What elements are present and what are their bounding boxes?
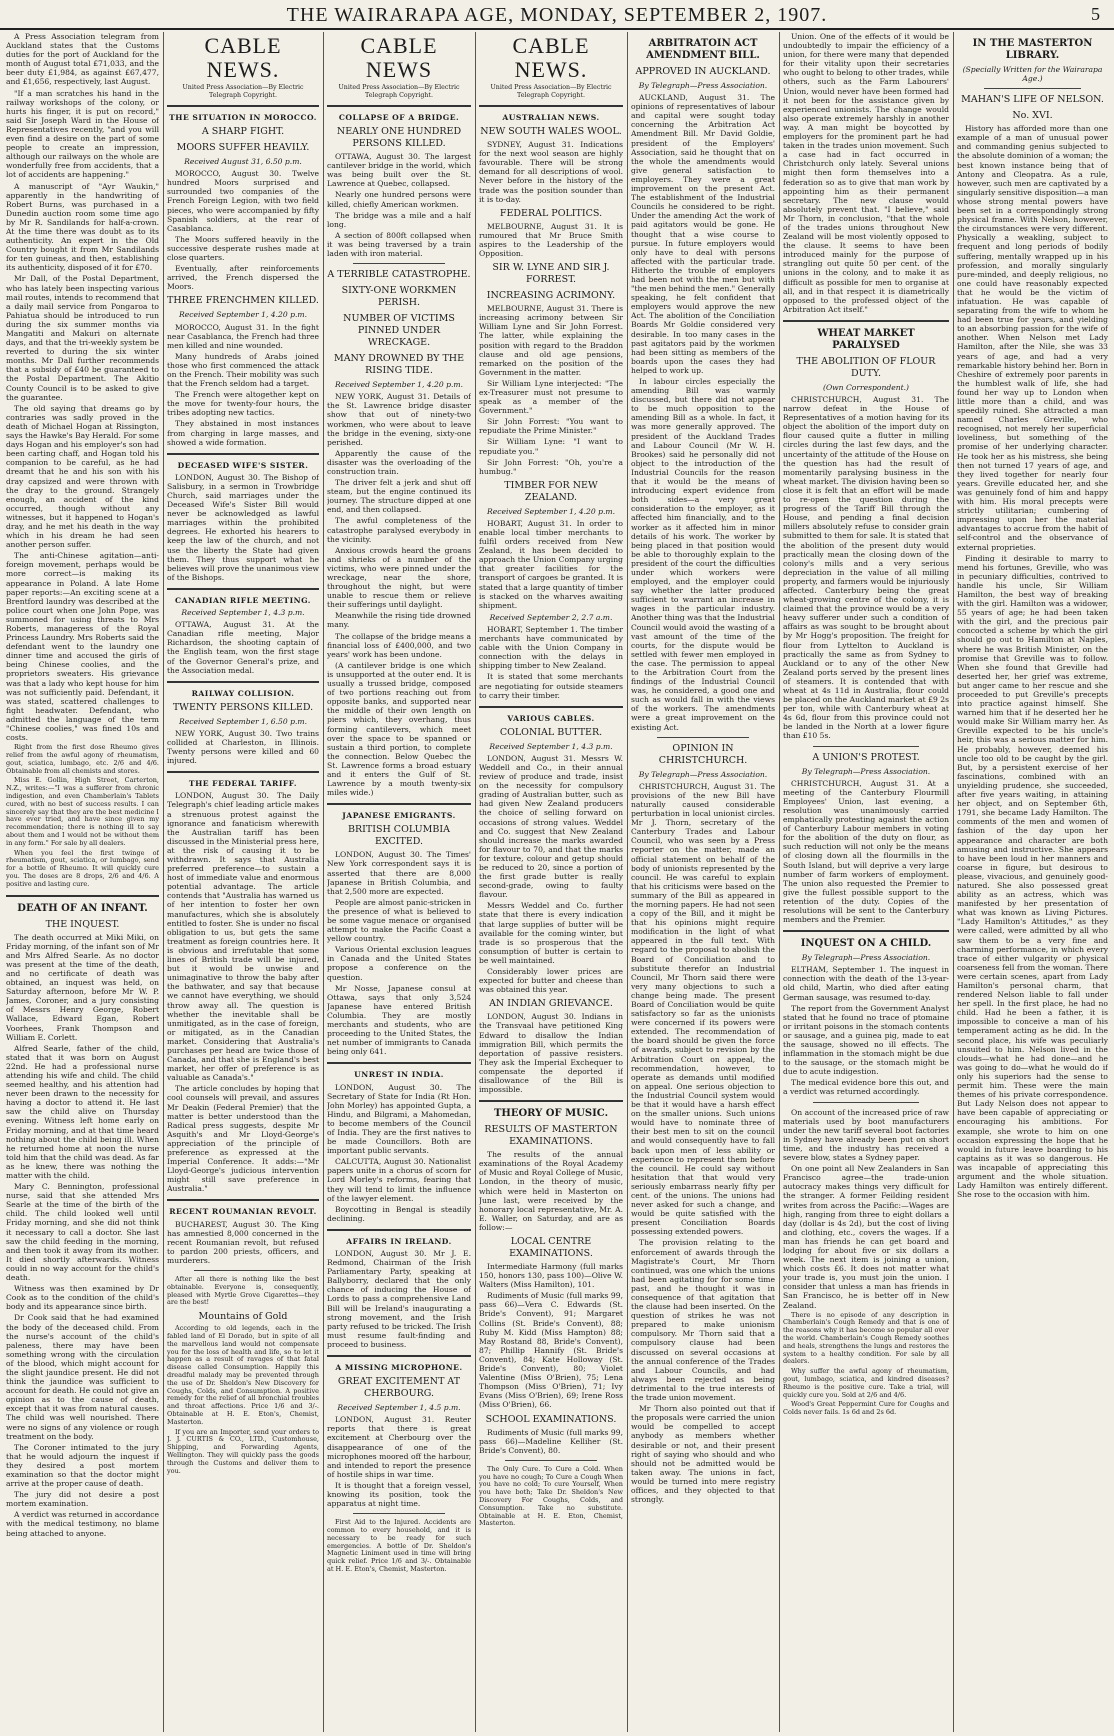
paragraph: The report from the Government Analyst stated that he found no trace of ptomaine or irritant poisons in the stomach contents or sausage, and a guinea pig, made to eat the sausage, showed no ill effects. The inflammation in the stomach might be due to the sausage, or the stomach might be due to acute indigestion. xyxy=(783,1003,949,1077)
divider xyxy=(353,263,445,264)
paragraph: MELBOURNE, August 31. There is increasing acrimony between Sir William Lyne and Sir John Forrest. The latter, while explaining the position with regard to the Braddon clause and old age pensions, remarked on the position of the Government in the matter. xyxy=(479,304,623,377)
article-headline: THE SITUATION IN MOROCCO. xyxy=(169,113,317,122)
paragraph: The driver felt a jerk and shut off steam, but the engine continued its journey. The structure dipped at one end, and then collapsed. xyxy=(327,478,471,515)
paragraph: LONDON, August 30. The Secretary of State for India (Rt Hon. John Morley) has appointed Gupta, a Hindu, and Bilgrami, a Mahomedan, to become members of the Council of India. They are the first natives to be made Councillors. Both are important public servants. xyxy=(327,1082,471,1156)
received-line: Received September 1, 6.50 p.m. xyxy=(178,716,308,726)
section-title: CABLE NEWS xyxy=(360,33,438,82)
paragraph: OTTAWA, August 31. At the Canadian rifle meeting, Major Richardson, the shooting captain of the English team, won the first stage of the Governor General's prize, and the Association medal. xyxy=(167,620,319,675)
divider xyxy=(6,895,159,897)
article-headline: RECENT ROUMANIAN REVOLT. xyxy=(169,1207,317,1217)
paragraph: Mr Nosse, Japanese consul at Ottawa, says that only 3,524 Japanese have entered British Columbia. They are mostly merchants and students, who are proceeding to the United States, the net number of immigrants to Canada being only 641. xyxy=(327,983,471,1057)
paragraph: Anxious crowds heard the groans and shrieks of a number of the victims, who were pinned under the wreckage, near the shore, throughout the night, but were unable to rescue them or relieve their sufferings until daylight. xyxy=(327,545,471,610)
divider xyxy=(353,1513,445,1514)
paragraph: The collapse of the bridge means a financial loss of £400,000, and two years' work has been undone. xyxy=(327,631,471,659)
column-rule xyxy=(953,32,954,1732)
article-headline: INQUEST ON A CHILD. xyxy=(800,938,932,950)
paragraph: It is thought that a foreign vessel, knowing its position, took the apparatus at night time. xyxy=(327,1480,471,1509)
column-cable-news-2 xyxy=(327,32,471,1732)
article-subhead: SIR W. LYNE AND SIR J. FORREST. xyxy=(492,262,610,286)
paragraph: The bridge was a mile and a half long. xyxy=(327,210,471,229)
section-title: CABLE NEWS. xyxy=(512,33,590,82)
divider xyxy=(327,105,471,107)
article-subhead: THE INQUEST. xyxy=(45,918,120,930)
paragraph: On account of the increased price of raw materials used by boot manufacturers under the new tariff several boot factories in Sydney have already been put on short time, and the industry has received a severe blow, states a Sydney paper. xyxy=(783,1107,949,1163)
article-headline: IN THE MASTERTON LIBRARY. xyxy=(972,38,1093,61)
divider xyxy=(167,1199,319,1201)
advertisement: After all there is nothing like the best obtainable. Everyone is, consequently, pleased with Myrtle Grove Cigarettes—they are the best! xyxy=(167,1275,319,1307)
byline: By Telegraph—Press Association. xyxy=(801,953,931,963)
paragraph: In labour circles especially the amending Bill was warmly discussed, but there did not appear to be much opposition to the amending Bill as a whole. In fact, it was more generally approved. The president of the Auckland Trades and Labour Council (Mr W. H. Brookes) said he personally did not object to the introduction of the Industrial Councils for the reason that it would be the means of introducing expert evidence from both sides—a very great consideration to the employer, as it affected him financially, and to the worker as it affected him in minor details of his work. The worker by being placed in that position would be able to thoroughly explain to the president of the court the difficulties under which workers were employed, and the employer could say whether the latter produced sufficient to warrant an increase in wages in the particular industry. Another thing was that the Industrial Council would avoid the wasting of a vast amount of the time of the courts, for the dispute would be settled with fewer men employed in the case. The permission to appeal to the Arbitration Court from the findings of the Industrial Council was, he considered, a good one and such as would fall in with the views of the workers. The amendments were a great improvement on the existing Act. xyxy=(631,377,775,732)
advertisement: There is no episode of any description in Chamberlain's Cough Remedy and that is one of the reasons why it has become so popular all over the world. Chamberlain's Cough Remedy soothes and heals, strengthens the lungs and restores the system to a healthy condition. For sale by all dealers. xyxy=(783,1310,949,1366)
paragraph: The article concludes by hoping that cool counsels will prevail, and assures Mr Deakin (Federal Premier) that the matter is better understood than the Radical press suggests, despite Mr Asquith's and Mr Lloyd-George's appreciation of the principle of preference as expressed at the Imperial Conference. It adds:—"Mr Lloyd-George's judicious intervention might still save preference in Australia." xyxy=(167,1084,319,1194)
paragraph: LONDON, August 30. Indians in the Transvaal have petitioned King Edward to disallow the Indian immigration Bill, which permits the deportation of passive resisters. They ask the Imperial Exchequer to compensate the deported if disallowance of the Bill is impossible. xyxy=(479,1012,623,1095)
article-subhead: COLONIAL BUTTER. xyxy=(499,726,603,738)
paragraph: CHRISTCHURCH, August 31. The narrow defeat in the House of Representatives of a motion having for its object the abolition of the import duty on flour caused quite a flutter in milling circles during the last few days, and the uncertainty of the attitude of the House on the question has had the result of momentarily paralysing business in the wheat market. The division having been so close it is felt that an effort will be made to re-open the question during the progress of the Tariff Bill through the House, and pending a final decision millers absolutely refuse to consider grain submitted to them for sale. It is stated that the abolition of the present duty would practically mean the closing down of the colony's mills and a very serious depreciation in the value of all milling property, and farmers would be injuriously affected. Canterbury being the great wheat-growing centre of the colony, it is claimed that the province would be a very heavy sufferer under such a condition of affairs as was sought to be brought about by Mr Hogg's proposition. The freight for flour from Lyttelton to Auckland is practically the same as from Sydney to Auckland or to any of the other New Zealand ports served by the present lines of steamers. It is contended that with wheat at 4s 11d in Australia, flour could be placed on the Auckland market at £9 2s per ton, while with Canterbury wheat at 4s 6d, flour from this province could not be landed in the North at a lower figure than £10 5s. xyxy=(783,395,949,741)
paragraph: A manuscript of "Ayr Waukin," apparently in the handwriting of Robert Burns, was purchased in a Dunedin auction room some time ago by Mr R. Sandilands for half-a-crown. At the time there was doubt as to its authenticity. An expert in the Old Country bought it from Mr Sandilands for ten guineas, and then, establishing its authenticity, disposed of it for £70. xyxy=(6,181,159,273)
paragraph: Mr Dall, of the Postal Department, who has lately been inspecting various mail routes, intends to recommend that a daily mail service from Pongaroa to Pahiatua should be introduced to run during the six summer months via Mangatiti and Makuri on alternate days, and that the tri-weekly system be reverted to during the six winter months. Mr Dall further recommends that a subsidy of £40 be guaranteed to the Postal Department. The Akitio County Council is to be asked to give the guarantee. xyxy=(6,274,159,402)
paragraph: NEW YORK, August 31. Details of the St. Lawrence bridge disaster show that out of ninety-two workmen, who were about to leave the bridge in the evening, sixty-one perished. xyxy=(327,392,471,447)
paragraph: CHRISTCHURCH, August 31. At a meeting of the Canterbury Flourmill Employees' Union, last evening, a resolution was unanimously carried emphatically protesting against the action of Canterbury Labour members in voting for the abolition of the duty on flour, as such reduction will not only be the means of closing down all the flourmills in the South Island, but will deprive a very large number of farm workers of employment. The union also requested the Premier to give the fullest possible support to the retention of the duty. Copies of the resolutions will be sent to the Canterbury members and the Premier. xyxy=(783,778,949,925)
paragraph: The medical evidence bore this out, and a verdict was returned accordingly. xyxy=(783,1078,949,1097)
wire-credit: United Press Association—By Electric Telegraph Copyright. xyxy=(182,84,304,99)
received-line: Received September 1, 4.5 p.m. xyxy=(337,1403,461,1413)
paragraph: A Press Association telegram from Auckland states that the Customs duties for the port of Auckland for the month of August total £71,033, and the beer duty £1,984, as against £67,477, and £1,656, respectively, last August. xyxy=(6,32,159,87)
article-headline: UNREST IN INDIA. xyxy=(354,1070,444,1080)
article-subhead: NEW SOUTH WALES WOOL. xyxy=(480,126,622,138)
page-number: 5 xyxy=(1091,4,1100,24)
paragraph: People are almost panic-stricken in the presence of what is believed to be some vague menace or organised attempt to make the Pacific Coast a yellow country. xyxy=(327,897,471,944)
paragraph: The Moors suffered heavily in the successive desperate rushes made at close quarters. xyxy=(167,234,319,263)
paragraph: A section of 800ft collapsed when it was being traversed by a train laden with iron material. xyxy=(327,230,471,259)
masthead xyxy=(0,0,1114,30)
article-subhead: NUMBER OF VICTIMS PINNED UNDER WRECKAGE. xyxy=(343,313,455,349)
paragraph: LONDON, August 30. The Bishop of Salisbury, in a sermon in Trowbridge Church, said marriages under the Deceased Wife's Sister Bill would never be acknowledged as lawful marriages within the prohibited degrees. He exhorted his hearers to keep the law of the church, and not use the liberty the State had given them. They thus support what he believes will prove the unanimous view of the Bishops. xyxy=(167,472,319,582)
column-rule xyxy=(779,32,780,1732)
masthead-title: THE WAIRARAPA AGE, MONDAY, SEPTEMBER 2, 1907. xyxy=(286,4,828,26)
paragraph: The jury did not desire a post mortem examination. xyxy=(6,1490,159,1509)
advertisement: The Only Cure. To Cure a Cold. When you have no cough; To Cure a Cough When you have no cold; To cure Yourself, When you have both; Take Dr. Sheldon's New Discovery For Coughs, Colds, and Consumption. Take no substitute. Obtainable at H. E. Eton, Chemist, Masterton. xyxy=(479,1464,623,1528)
article-subhead: A UNION'S PROTEST. xyxy=(812,751,920,763)
paragraph: Mary C. Bennington, professional nurse, said that she attended Mrs Searle at the time of the birth of the child. The child looked well until Friday morning, and she did not think it necessary to call a doctor. She last saw the child feeding in the morning, and then took it away from its mother. It died shortly afterwards. Witness could in no way account for the child's death. xyxy=(6,1182,159,1283)
paragraph: The results of the annual examinations of the Royal Academy of Music and Royal College of Music, London, in the theory of music, which were held in Masterton on June last, were received by the honorary local representative, Mr. A. E. Waller, on Saturday, and are as follow:— xyxy=(479,1150,623,1232)
divider xyxy=(194,1270,291,1271)
paragraph: Considerably lower prices are expected for butter and cheese than was obtained this year. xyxy=(479,967,623,995)
article-headline: VARIOUS CABLES. xyxy=(507,713,595,723)
paragraph: Dr Cook said that he had examined the body of the deceased child. From the nurse's account of the child's paleness, there may have been something wrong with the circulation of the blood, which might account for the slight jaundice present. He did not think the jaundice was sufficient to account for death. He could not give an opinion as to the cause of death, except that it was from natural causes. The child was well nourished. There were no signs of any violence or rough treatment on the body. xyxy=(6,1313,159,1441)
paragraph: Sir John Forrest: "Oh, you're a humbug." xyxy=(479,457,623,476)
paragraph: Eventually, after reinforcements arrived, the French dispersed the Moors. xyxy=(167,264,319,292)
divider xyxy=(479,105,623,107)
divider xyxy=(167,588,319,590)
paragraph: Nearly one hundred persons were killed, chiefly American workmen. xyxy=(327,190,471,209)
wire-credit: United Press Association—By Electric Telegraph Copyright. xyxy=(338,84,460,99)
article-subhead: A TERRIBLE CATASTROPHE. xyxy=(327,269,471,281)
article-subhead: THE ABOLITION OF FLOUR DUTY. xyxy=(796,355,936,379)
column-rule xyxy=(163,32,164,1732)
article-subhead: SCHOOL EXAMINATIONS. xyxy=(485,1413,617,1425)
paragraph: Messrs Weddel and Co. further state that there is every indication that large supplies of butter will be available for the coming winter, but trade is so prosperous that the consumption of butter is certain to be well maintained. xyxy=(479,901,623,965)
article-subhead: MAHAN'S LIFE OF NELSON. xyxy=(961,94,1104,106)
article-subhead: MOORS SUFFER HEAVILY. xyxy=(176,142,310,154)
received-line: Received September 1, 4.20 p.m. xyxy=(486,506,616,516)
article-subhead: APPROVED IN AUCKLAND. xyxy=(635,66,771,77)
advertisement: Why suffer the awful agony of rheumatism, gout, lumbago, sciatica, and kindred diseases? Rheumo is the positive cure. Take a trial, will quickly cure you. Sold at 2/6 and 4/6. xyxy=(783,1367,949,1399)
paragraph: SYDNEY, August 31. Indications for the next wool season are highly favourable. There will be strong demand for all descriptions of wool. Never before in the history of the trade was the position sounder than it is to-day. xyxy=(479,140,623,204)
article-headline: AUSTRALIAN NEWS. xyxy=(502,113,600,122)
paragraph: Finding it desirable to marry to mend his fortunes, Greville, who was in pecuniary difficulties, contrived to handle his uncle, Sir William Hamilton, the best way of breaking with the girl. Hamilton was a widower, 55 years of age; he had been taken with the girl, and the precious pair concocted a scheme by which the girl should go out to Hamilton at Naples, where he was British Minister, on the promise that Greville was to follow. When she found that Greville had deserted her, her grief was extreme, but anger came to her rescue and she proceeded to put Greville's precepts into practice against himself. She warned him that if he deserted her he would make Sir William marry her. As Greville expected to be his uncle's heir, this was a serious matter for him. He probably, however, deemed his uncle too old to be caught by the girl. But, by a persistent exercise of her fascinations, combined with an unyielding prudence, she succeeded, after five years waiting, in attaining her object, and on September 6th, 1791, she became Lady Hamilton. The comments of the men and women of fashion of the day upon her appearance and character are both amusing and instructive. She appears to have been loud in her manners and coarse in figure, but desirous to please, vivacious, and genuinely good-natured. She also possessed great ability as an actress, which was manifested by her presentation of what was known as Living Pictures. "Lady Hamilton's Attitudes," as they were called, were admitted by all who saw them to be a very fine and charming performance, in which every trace of either vulgarity or physical coarseness fell from the woman. There were certain scenes, apart from Lady Hamilton's personal charm, that rendered Nelson liable to fall under her spell. In the first place, he had no child. Had he been a father, it is impossible to conceive a man of his temperament acting as he did. In the second place, his wife was peculiarly unsuited to him. Nelson lived in the clouds—what he had done—and he was going to do—what he would do if only his superiors had the sense to permit him. These were the main themes of his private correspondence. But Lady Nelson does not appear to have been capable of appreciating or encouraging his ambitions. For example, she wrote to him on one occasion expressing the hope that he would in future leave boarding to his captains as it was so dangerous. He was incapable of appreciating this argument and the whole situation. Lady Hamilton was entirely different. She rose to the occasion with him. xyxy=(957,553,1108,1200)
article-headline: THEORY OF MUSIC. xyxy=(493,1108,609,1120)
article-subhead: TWENTY PERSONS KILLED. xyxy=(172,701,314,713)
paragraph: Intermediate Harmony (full marks 150, honors 130, pass 100)—Olive W. Walters (Miss Hamilton), 101. xyxy=(479,1262,623,1290)
paragraph: OTTAWA, August 30. The largest cantilever bridge in the world, which was being built over the St. Lawrence at Quebec, collapsed. xyxy=(327,152,471,189)
paragraph: Various Oriental exclusion leagues in Canada and the United States propose a conference on the question. xyxy=(327,945,471,982)
paragraph: Sir William Lyne: "I want to repudiate you." xyxy=(479,437,623,456)
paragraph: MOROCCO, August 30. Twelve hundred Moors surprised and surrounded two companies of the French Foreign Legion, with two field pieces, who were accompanied by fifty Spanish soldiers, at the rear of Casablanca. xyxy=(167,169,319,233)
paragraph: The French were altogether kept on the move for twenty-four hours, the tribes adopting new tactics. xyxy=(167,390,319,418)
article-headline: DEATH OF AN INFANT. xyxy=(17,902,148,914)
column-rule xyxy=(323,32,324,1732)
paragraph: ELTHAM, September 1. The inquest in connection with the death of the 13-year-old child, Martin, who died after eating German sausage, was resumed to-day. xyxy=(783,965,949,1002)
byline: By Telegraph—Press Association. xyxy=(638,81,768,90)
article-headline: WHEAT MARKET PARALYSED xyxy=(817,327,915,351)
wire-credit: United Press Association—By Electric Telegraph Copyright. xyxy=(490,84,612,99)
paragraph: The death occurred at Miki Miki, on Friday morning, of the infant son of Mr and Mrs Alfred Searle. As no doctor was present at the time of the death, and no certificate of death was obtained, an inquest was held, on Saturday afternoon, before Mr W. P. James, Coroner, and a jury consisting of Messrs Henry George, Robert Wallace, Edward Egan, Robert Voorhees, Frank Thompson and William E. Corlett. xyxy=(6,932,159,1042)
column-arbitration xyxy=(631,32,775,1732)
article-headline: COLLAPSE OF A BRIDGE. xyxy=(338,113,460,122)
article-subhead: TIMBER FOR NEW ZEALAND. xyxy=(504,479,598,503)
paragraph: CALCUTTA, August 30. Nationalist papers unite in a chorus of scorn for Lord Morley's reforms, fearing that they will tend to limit the influence of the lawyer element. xyxy=(327,1157,471,1203)
paragraph: Alfred Searle, father of the child, stated that it was born on August 22nd. He had a professional nurse attending his wife and child. The child seemed healthy, and his attention had never been drawn to the necessity for having a doctor to attend it. He last saw the child alive on Thursday evening. Witness left home early on Friday morning, and at that time heard nothing about the child being ill. When he returned home at noon the nurse told him that the child was dead. As far as he knew, there was nothing the matter with the child. xyxy=(6,1043,159,1180)
article-subhead: FEDERAL POLITICS. xyxy=(499,207,603,219)
paragraph: The Coroner intimated to the jury that he would adjourn the inquest if they desired a post mortem examination so that the doctor might arrive at the proper cause of death. xyxy=(6,1442,159,1489)
divider xyxy=(479,706,623,708)
paragraph: CHRISTCHURCH, August 31. The provisions of the new Bill have naturally caused considerable perturbation in local unionist circles. Mr J. Thorn, secretary of the Canterbury Trades and Labour Council, who was seen by a Press reporter on the matter, made an official statement on behalf of the body of unionists represented by the council. He was careful to explain that his criticisms were based on the summary of the Bill as appeared in the morning papers. He had not seen a copy of the Bill, and it might be that his opinions might require modification in the light of what appeared in the full text. With regard to the proposal to abolish the Board of Conciliation and to substitute therefor an Industrial Council, Mr Thorn said there were very many objections to such a change being made. The present Board of Conciliation would be quite satisfactory so far as the unionists were concerned if its powers were extended. The recommendation of the board should be given the force of awards, subject to revision by the Arbitration Court on appeal, the recommendation, however, to operate as demands until modified on appeal. One serious objection to the Industrial Council system would be that it would have a harsh effect on the smaller unions. Such unions would have to nominate three of their best men to sit on the council and would consequently have to fall back upon men of less ability or experience to represent them before the council. He could say without hesitation that that would very seriously embarrass nearly fifty per cent. of the unions. The unions had never asked for such a change, and would be quite satisfied with the present Conciliation Boards possessing extended powers. xyxy=(631,781,775,1237)
advertisement: First Aid to the Injured. Accidents are common to every household, and it is necessary to be ready for such emergencies. A bottle of Dr. Sheldon's Magnetic Liniment used in time will bring quick relief. Price 1/6 and 3/-. Obtainable at H. E. Eton's, Chemist, Masterton. xyxy=(327,1518,471,1573)
column-cable-news-1 xyxy=(167,32,319,1732)
section-title: CABLE NEWS. xyxy=(204,33,282,82)
paragraph: MOROCCO, August 31. In the fight near Casablanca, the French had three men killed and nine wounded. xyxy=(167,322,319,350)
paragraph: LONDON, August 31. Reuter reports that there is great excitement at Cherbourg over the disappearance of one of the microphones moored off the harbour, and intended to report the presence of hostile ships in war time. xyxy=(327,1415,471,1479)
advertisement: If you are an Importer, send your orders to J. J. CURTIS & CO., LTD., Customhouse, Shipping, and Forwarding Agents, Wellington. They will quickly pass the goods through the Customs and deliver them to you. xyxy=(167,1427,319,1475)
paragraph: HOBART, August 31. In order to enable local timber merchants to fulfil orders received from New Zealand, it has been decided to approach the Union Company urging that greater facilities for the transport of cargoes be granted. It is stated that a large quantity of timber is stacked on the wharves awaiting shipment. xyxy=(479,518,623,610)
paragraph: LONDON, August 30. The Daily Telegraph's chief leading article makes a strenuous protest against the ignorance and fanaticism wherewith the Australian tariff has been discussed in the Ministerial press here, at the risk of causing it to be withdrawn. It says that Australia preferred preference—to sustain a host of immediate value and enormous potential advantage. The article contends that "Australia has warned us of her intention to foster her own manufactures, which she is absolutely entitled to foster. She is under no fiscal obligation to us, but gets the same treatment as foreign countries here. It is obvious and irrefutable that some lines of British trade will be injured, but it would be unwise and unimaginative to throw the baby after the bathwater, and say that because we cannot have everything, we should throw away all. The question is whether the inevitable shall be unmitigated, as in the case of foreign, or mitigated, as in the Canadian market. Considering that Australia's purchases per head are twice those of Canada, and that she is England's best market, her offer of preference is as valuable as Canada's." xyxy=(167,791,319,1083)
article-headline: AFFAIRS IN IRELAND. xyxy=(346,1236,452,1246)
received-line: Received September 1, 4.20 p.m. xyxy=(178,310,308,320)
advertisement: Right from the first dose Rheumo gives relief from the awful agony of rheumatism, gout, sciatica, lumbago, etc. 2/6 and 4/6. Obtainable from all chemists and stores. xyxy=(6,743,159,775)
article-subhead: NEARLY ONE HUNDRED PERSONS KILLED. xyxy=(336,126,462,150)
paragraph: Rudiments of Music (full marks 99, pass 66)—Vera C. Edwards (St. Bride's Convent), 91; Margaret Collins (St. Bride's Convent), 88; Ruby M. Kidd (Miss Hampton) 88; May Rostand 88, Bride's Convent), 87; Phillip Hannify (St. Bride's Convent), 84; Kate Holloway (St. Bride's Convent), 80; Violet Valentine (Miss O'Brien), 75; Lena Thompson (Miss O'Brien), 71; Ivy Evans (Miss O'Brien), 69; Irene Ross (Miss O'Brien), 66. xyxy=(479,1291,623,1410)
paragraph: The awful completeness of the catastrophe paralysed everybody in the vicinity. xyxy=(327,516,471,544)
advertisement: Wood's Great Peppermint Cure for Coughs and Colds never fails. 1s 6d and 2s 6d. xyxy=(783,1400,949,1417)
column-cable-news-3 xyxy=(479,32,623,1732)
divider xyxy=(327,1355,471,1357)
divider xyxy=(479,1100,623,1102)
advertisement: When you feel the first twinge of rheumatism, gout, sciatica, or lumbago, send for a bottle of Rheumo. It will quickly cure you. The doses are 8 drops, 2/6 and 4/6. A positive and lasting cure. xyxy=(6,848,159,888)
paragraph: On one point all New Zealanders in San Francisco agree—the trade-union autocracy makes things very difficult for the stranger. A former Feilding resident writes from across the Pacific:—Wages are high, ranging from three to eight dollars a day (dollar is 4s 2d), but the cost of living and clothing, etc., covers the wages. If a man has friends he can get board and lodging for about five or six dollars a week. The next item is joining a union, which costs £6. It does not matter what your trade is, you must join the union. I consider that unless a man has friends in San Francisco, he is better off in New Zealand. xyxy=(783,1164,949,1310)
column-wheat-market xyxy=(783,32,949,1732)
received-line: Received September 1, 4.3 p.m. xyxy=(489,741,613,751)
divider xyxy=(813,746,919,747)
divider xyxy=(327,803,471,805)
paragraph: "If a man scratches his hand in the railway workshops of the colony, or hurts his finger, it is put on record," said Sir Joseph Ward in the House of Representatives recently, "and you will even find a desire on the part of some people to create an impression, although our railways on the whole are wonderfully free from accidents, that a lot of accidents are happening." xyxy=(6,88,159,180)
paragraph: Meanwhile the rising tide drowned many. xyxy=(327,611,471,630)
paragraph: Apparently the cause of the disaster was the overloading of the construction train. xyxy=(327,448,471,476)
article-subhead: LOCAL CENTRE EXAMINATIONS. xyxy=(509,1236,593,1259)
paragraph: A verdict was returned in accordance with the medical testimony, no blame being attached to anyone. xyxy=(6,1510,159,1538)
advertisement: According to old legends, each in the fabled land of El Dorado, but in spite of all the marvellous land would not compensate you for the loss of health and life, so to let it happen as a result of ravages of that fatal disease called Consumption. Happily this dreadful malady may be prevented through the use of Dr. Sheldon's New Discovery for Coughs, Colds, and Consumption. A positive remedy for the relief of all bronchial troubles and throat affections. Price 1/6 and 3/-. Obtainable at H. E. Eton's, Chemist, Masterton. xyxy=(167,1324,319,1426)
article-subhead: BRITISH COLUMBIA EXCITED. xyxy=(348,824,450,848)
article-headline: ARBITRATOIN ACT AMENDMENT BILL. xyxy=(646,38,760,61)
divider xyxy=(984,88,1081,89)
paragraph: Union. One of the effects of it would be undoubtedly to impair the efficiency of a union, for there were many that depended for their vitality upon their secretaries who ought to belong to other trades, while others, such as the Farm Labourers' Union, would never have been formed had it not been for the assistance given by experienced unionists. The change would also operate extremely harshly in another way. A man might be boycotted by employers for the prominent part he had taken in the trades union movement. Such a case had in fact occurred in Christchurch only lately. Several unions might then form themselves into a federation so as to give that man work by appointing him as their permanent secretary. The new clause would absolutely prevent that. "I believe," said Mr Thorn, in conclusion, "that the whole of the trades unions throughout New Zealand will be most violently opposed to the clause. It seems to have been introduced mainly for the purpose of strangling out quite 50 per cent. of the unions in the colony, and to make it as difficult as possible for men to organise at all, and in that respect it is diametrically opposed to the professed object of the Arbitration Act itself." xyxy=(783,32,949,314)
paragraph: Boycotting in Bengal is steadily declining. xyxy=(327,1204,471,1223)
divider xyxy=(327,1062,471,1064)
paragraph: Many hundreds of Arabs joined those who first commenced the attack on the French. Their mobility was such that the French seldom had a target. xyxy=(167,351,319,389)
paragraph: Mr Thorn also pointed out that if the proposals were carried the union would be compelled to accept anybody as members whether desirable or not, and their present right of saying who should and who should not be admitted would be taken away. The unions in fact, would be turned into mere registry offices, and they objected to that strongly. xyxy=(631,1404,775,1505)
column-local-news xyxy=(6,32,159,1732)
paragraph: The provision relating to the enforcement of awards through the Magistrate's Court, Mr Thorn continued, was one which the unions had been agitating for for some time past, and he thought it was in consequence of that agitation that the clause had been inserted. On the question of strikes he was not prepared to make unionism compulsory. Mr Thorn said that a compulsory clause had been discussed on several occasions at the annual conference of the Trades and Labour Councils, and had always been rejected as being detrimental to the true interests of the trade union movement. xyxy=(631,1238,775,1403)
article-subhead: RESULTS OF MASTERTON EXAMINATIONS. xyxy=(484,1124,618,1148)
divider xyxy=(657,737,749,738)
paragraph: AUCKLAND, August 31. The opinions of representatives of labour and capital were sought today concerning the Arbitration Act Amendment Bill. Mr David Goldie, president of the Employers' Association, said he thought that on the whole the amendments would give general satisfaction to employers. They were a great improvement on the present Act. The establishment of the Industrial Councils he considered to be right. Under the amending Act the work of paid agitators would be gone. He thought that a wise course to pursue. In future employers would only have to deal with persons affected with the particular trade. Hitherto the trouble of employers had been not with the men but with "the men behind the men." Generally speaking, he felt confident that employers would approve the new Act. The abolition of the Conciliation Boards Mr Goldie considered very desirable. In too many cases in the past agitators paid by the workmen had been sitting as members of the boards upon the cases they had helped to work up. xyxy=(631,93,775,375)
advertisement-title: Mountains of Gold xyxy=(198,1311,288,1323)
article-headline: THE FEDERAL TARIFF. xyxy=(188,779,298,789)
paragraph: (A cantilever bridge is one which is unsupported at the outer end. It is usually a trussed bridge, composed of two portions reaching out from opposite banks, and supported near the middle of their own length on piers which, they overhang, thus forming cantilevers, which meet over the space to be spanned or sustain a third portion, to complete the connection. Below Quebec the St. Lawrence forms a broad estuary and it enters the Gulf of St. Lawrence by a mouth twenty-six miles wide.) xyxy=(327,660,471,798)
paragraph: History has afforded more than one example of a man of unusual power and commanding genius subjected to the absolute dominion of a woman; the best known instance being that of Antony and Cleopatra. As a rule, however, such men are captivated by a singularly sensitive disposition—a man whose strong mental powers have been set in a correspondingly strong physical frame. With Nelson, however, the circumstances were very different. Physically a weakling, subject to frequent and long periods of bodily suffering, mentally wrapped up in his profession, and morally singularly pure-minded, and deeply religious, no one could have reasonably expected that he would be the victim of infatuation. He was capable of separating from the wife to whom he had been true for years, and yielding to an absorbing passion for the wife of another. When Nelson met Lady Hamilton, after the Nile, she was 33 years of age, and had a very remarkable history behind her. Born in Cheshire of extremely poor parents in the humblest walk of life, she had found her way up to London when little more than a child, and was speedily ruined. She attracted a man named Charles Greville, who recognised, not merely her superficial loveliness, but something of the promise of her underlying character. He took her as his mistress, she being then not turned 17 years of age, and they lived together for nearly four years. Greville educated her, and she was genuinely fond of him and happy with him. His moral precepts were strictly utilitarian; cumbering of impressing upon her the material advantages to accrue from the habit of self-control and the observance of external proprieties. xyxy=(957,124,1108,552)
paragraph: Rudiments of Music (full marks 99, pass 66)—Madeline Kelliher (St. Bride's Convent), 80. xyxy=(479,1427,623,1455)
divider xyxy=(167,105,319,107)
article-subhead: A SHARP FIGHT. xyxy=(201,126,285,138)
received-line: Received August 31, 6.50 p.m. xyxy=(184,157,302,167)
divider xyxy=(167,681,319,683)
divider xyxy=(167,771,319,773)
article-subhead: AN INDIAN GRIEVANCE. xyxy=(489,998,613,1010)
byline: By Telegraph—Press Association. xyxy=(801,766,931,776)
article-subhead: MANY DROWNED BY THE RISING TIDE. xyxy=(333,353,465,377)
received-line: Received September 1, 4.3 p.m. xyxy=(181,608,305,618)
article-subhead: No. XVI. xyxy=(1012,110,1053,122)
paragraph: Sir John Forrest: "You want to repudiate the Prime Minister." xyxy=(479,417,623,436)
column-rule xyxy=(627,32,628,1732)
paragraph: MELBOURNE, August 31. It is rumoured that Mr Bruce Smith aspires to the Leadership of the Opposition. xyxy=(479,221,623,259)
received-line: Received September 2, 2.7 a.m. xyxy=(489,612,613,622)
article-headline: A MISSING MICROPHONE. xyxy=(335,1363,463,1373)
paragraph: The anti-Chinese agitation—anti-foreign movement, perhaps would be more correct—is making its appearance in Poland. A late Home paper reports:—An exciting scene at a Brentford laundry was described at the police court when one John Pope, was summoned for using threats to Mrs Roberts, manageress of the Royal Princess Laundry. Mrs Roberts said the defendant went to the laundry one dinner time and accused the girls of being Chinese coolies, and the proprietors sweaters. His grievance was that a lady who kept house for him was not sufficiently paid. Defendant, it was stated, scattered challenges to fight headwater. Defendant, who admitted the language of the term "Chinese coolies," was fined 10s and costs. xyxy=(6,551,159,743)
paragraph: LONDON, August 30. Mr J. E. Redmond, Chairman of the Irish Parliamentary Party, speaking at Ballyborry, declared that the only chance of inducing the House of Lords to pass a comprehensive Land Bill will be Ireland's inaugurating a strong movement, and the Irish party refused to be tricked. The Irish must resume fault-finding and proceed to business. xyxy=(327,1249,471,1349)
advertisement: Miss E. Gollin, High Street, Carterton, N.Z., writes:—"I was a sufferer from chronic indigestion, and even Chamberlain's Tablets cured, with no best of success results. I can sincerely say that they are the best medicine I have ever tried, and have since given my recommendation; there is nothing ill to say about them and I would not be without them in any form." For sale by all dealers. xyxy=(6,776,159,847)
divider xyxy=(813,1102,919,1103)
article-subhead: OPINION IN CHRISTCHURCH. xyxy=(658,742,748,766)
paragraph: Sir William Lyne interjected: "The ex-Treasurer must not presume to speak as a member of the Government." xyxy=(479,378,623,416)
article-headline: RAILWAY COLLISION. xyxy=(191,688,295,698)
paragraph: HOBART, September 1. The timber merchants have communicated by cable with the Union Company in connection with the delays in shipping timber to New Zealand. xyxy=(479,624,623,671)
paragraph: LONDON, August 30. The Times' New York correspondent says it is asserted that there are 8,000 Japanese in British Columbia, and that 2,500 more are expected. xyxy=(327,850,471,896)
column-library xyxy=(957,32,1108,1732)
byline: (Specially Written for the Wairarapa Age.) xyxy=(962,65,1103,84)
paragraph: The old saying that dreams go by contraries was sadly proved in the death of Michael Hogan at Rissington, says the Hawke's Bay Herald. For some days Hogan and his employer's son had been carting chaff, and Hogan told his companion to be careful, as he had dreamt that he and his son with his dray capsized and were thrown with the dray to the ground. Strangely enough, an accident of the kind occurred, though without any witnesses, but it happened to Hogan's dray, and he met his death in the way which in his dream he had seen another person suffer. xyxy=(6,403,159,550)
paragraph: NEW YORK, August 30. Two trains collided at Charleston, in Illinois. Twenty persons were killed and 60 injured. xyxy=(167,728,319,766)
divider xyxy=(505,1460,597,1461)
article-headline: JAPANESE EMIGRANTS. xyxy=(342,811,456,821)
paragraph: They abstained in most instances from charging in large masses, and showed a wide formation. xyxy=(167,419,319,447)
byline: (Own Correspondent.) xyxy=(822,382,910,392)
article-headline: CANADIAN RIFLE MEETING. xyxy=(175,595,311,605)
article-subhead: THREE FRENCHMEN KILLED. xyxy=(167,295,319,307)
article-subhead: INCREASING ACRIMONY. xyxy=(486,290,616,302)
divider xyxy=(327,1229,471,1231)
divider xyxy=(783,930,949,932)
paragraph: Witness was then examined by Dr Cook as to the condition of the child's body and its appearance since birth. xyxy=(6,1284,159,1312)
divider xyxy=(167,453,319,455)
byline: By Telegraph—Press Association. xyxy=(638,769,768,779)
article-headline: DECEASED WIFE'S SISTER. xyxy=(177,460,309,470)
paragraph: BUCHAREST, August 30. The King has amnestied 8,000 concerned in the recent Roumanian revolt, but refused to pardon 200 priests, officers, and murderers. xyxy=(167,1219,319,1265)
divider xyxy=(783,320,949,322)
paragraph: LONDON, August 31. Messrs W. Weddell and Co., in their annual review of produce and trade, insist on the necessity for compulsory grading of Australian butter, such as had given New Zealand producers the choice of selling forward on occasions of strong values. Weddel and Co. suggest that New Zealand should increase the marks awarded for flavour to 70, and that the marks for texture, colour and getup should be reduced to 20, since a portion of the first grade butter is really second-grade, owing to faulty flavour. xyxy=(479,753,623,900)
column-rule xyxy=(475,32,476,1732)
article-subhead: SIXTY-ONE WORKMEN PERISH. xyxy=(341,285,457,309)
article-subhead: GREAT EXCITEMENT AT CHERBOURG. xyxy=(337,1376,461,1400)
paragraph: It is stated that some merchants are negotiating for outside steamers to carry their timber. xyxy=(479,672,623,700)
received-line: Received September 1, 4.20 p.m. xyxy=(334,380,464,390)
